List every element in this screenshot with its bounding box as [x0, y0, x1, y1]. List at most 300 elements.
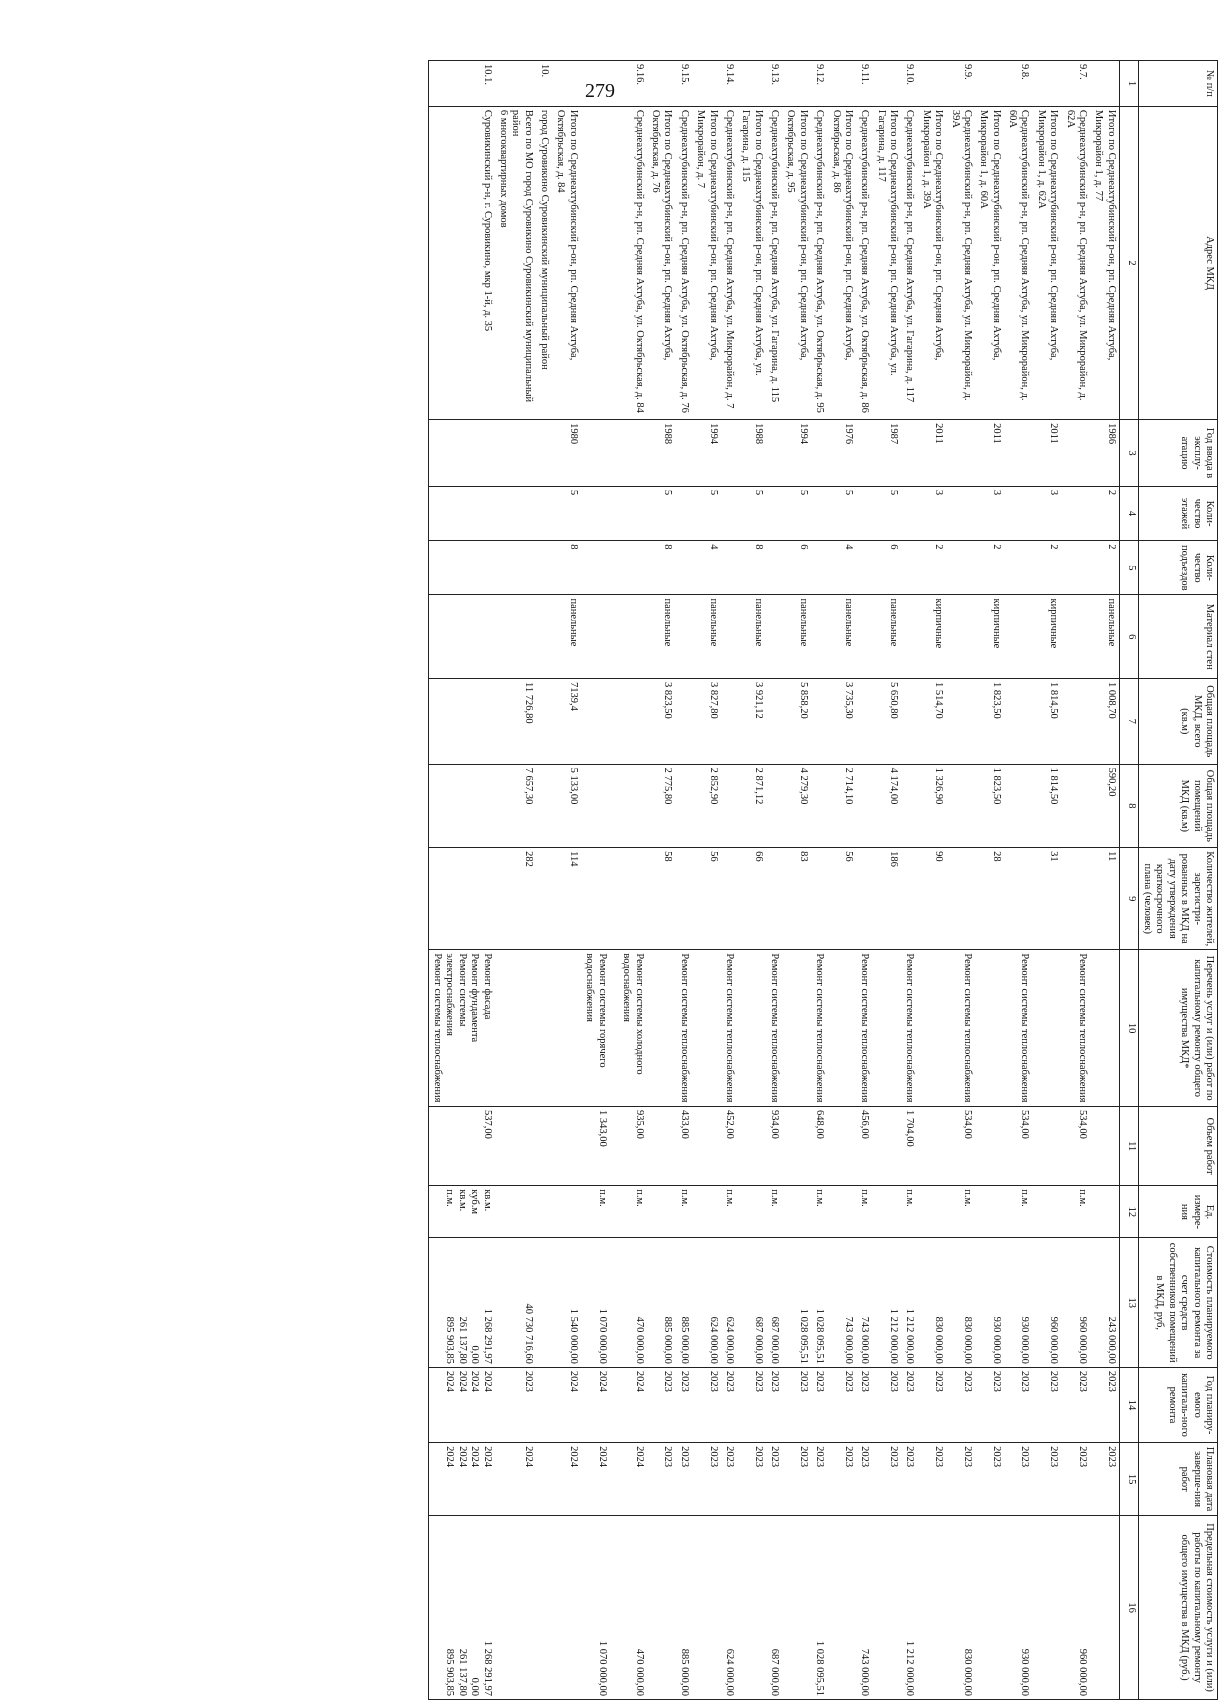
column-number: 15 — [1119, 1443, 1138, 1516]
column-header: Ед. измере-ния — [1138, 1186, 1217, 1238]
table-row — [827, 61, 856, 1700]
table-cell — [536, 486, 552, 540]
column-header: Материал стен — [1138, 595, 1217, 679]
table-row — [647, 61, 676, 1700]
table-cell: 2023 — [766, 1367, 782, 1442]
table-cell: 1 028 095,51 — [811, 1516, 827, 1700]
table-cell: 2023 — [676, 1367, 692, 1442]
table-cell — [428, 764, 494, 848]
table-cell: 743 000,00 — [856, 1238, 872, 1367]
table-cell: 648,00 — [811, 1106, 827, 1185]
table-cell: 2023 — [1004, 1443, 1033, 1516]
column-header: Стоимость планируемого капитального ремонта за счет средств собственников помещений в МКД, руб, — [1138, 1238, 1217, 1367]
table-cell — [827, 1106, 856, 1185]
table-cell: 1994 — [782, 420, 811, 487]
table-cell: Среднеахтубинский р-н, рп. Средняя Ахтуба, ул. Октябрьская, д. 76 — [676, 106, 692, 419]
table-cell: 4 — [827, 541, 856, 595]
table-cell — [676, 420, 692, 487]
table-cell: 1 008,70 — [1090, 678, 1119, 764]
table-cell: 2023 — [1090, 1443, 1119, 1516]
table-cell: 282 — [495, 848, 536, 950]
table-cell: 624 000,00 — [721, 1238, 737, 1367]
table-cell: 2 — [1090, 486, 1119, 540]
table-cell — [856, 764, 872, 848]
table-cell — [536, 1516, 552, 1700]
table-cell: 2023 — [872, 1367, 901, 1442]
table-cell: Ремонт системы теплоснабжения — [811, 950, 827, 1107]
table-cell — [872, 1106, 901, 1185]
table-cell: 3 827,80 — [692, 678, 721, 764]
column-number: 3 — [1119, 420, 1138, 487]
table-cell: кирпичные — [975, 595, 1004, 679]
table-cell: панельные — [647, 595, 676, 679]
table-cell — [676, 678, 692, 764]
table-cell: 2023 — [827, 1443, 856, 1516]
table-cell — [811, 486, 827, 540]
table-cell: 1 268 291,97 0,00 261 137,80 895 903,85 — [428, 1238, 494, 1367]
column-header: Количество жителей, зарегистри-рованных в МКД на дату утверждения краткосрочного плана (человек) — [1138, 848, 1217, 950]
column-number: 5 — [1119, 541, 1138, 595]
table-cell — [1004, 848, 1033, 950]
table-cell: Ремонт системы теплоснабжения — [901, 950, 917, 1107]
table-cell: 3 823,50 — [647, 678, 676, 764]
table-cell — [721, 420, 737, 487]
table-cell — [428, 420, 494, 487]
table-cell: 534,00 — [1004, 1106, 1033, 1185]
table-cell: 5 — [782, 486, 811, 540]
column-header: Общая площадь МКД, всего (кв.м) — [1138, 678, 1217, 764]
table-cell: 1 212 000,00 — [901, 1516, 917, 1700]
table-cell — [1004, 595, 1033, 679]
table-cell — [918, 61, 947, 107]
column-number: 8 — [1119, 764, 1138, 848]
table-cell — [536, 764, 552, 848]
table-cell — [647, 1106, 676, 1185]
table-cell: 687 000,00 — [737, 1238, 766, 1367]
table-cell: 4 — [692, 541, 721, 595]
table-cell: Суровикинский р-н, г. Суровикино, мкр 1-й, д. 35 — [428, 106, 494, 419]
table-cell: 2023 — [647, 1443, 676, 1516]
table-cell — [721, 848, 737, 950]
table-cell: 2024 2024 — [581, 1443, 647, 1516]
table-cell — [692, 1186, 721, 1238]
table-cell — [856, 595, 872, 679]
table-cell: 687 000,00 — [766, 1238, 782, 1367]
table-cell — [856, 486, 872, 540]
table-cell — [495, 486, 536, 540]
table-cell: 830 000,00 — [946, 1238, 975, 1367]
table-cell: Среднеахтубинский р-н, рп. Средняя Ахтуба, ул. Октябрьская, д. 86 — [856, 106, 872, 419]
table-cell: кирпичные — [1033, 595, 1062, 679]
table-cell — [766, 420, 782, 487]
table-cell — [737, 61, 766, 107]
table-cell — [536, 1367, 552, 1442]
table-cell — [552, 950, 581, 1107]
table-cell: Итого по Среднеахтубинский р-он, рп. Средняя Ахтуба, Микрорайон 1, д. 77 — [1090, 106, 1119, 419]
table-row — [581, 61, 647, 1700]
table-cell: 58 — [647, 848, 676, 950]
table-cell — [1090, 61, 1119, 107]
table-cell — [581, 486, 647, 540]
table-cell: Среднеахтубинский р-н, рп. Средняя Ахтуба, ул. Гагарина, д. 117 — [901, 106, 917, 419]
table-cell: Ремонт системы теплоснабжения — [946, 950, 975, 1107]
table-cell: 5 650,80 — [872, 678, 901, 764]
table-cell: Ремонт системы теплоснабжения — [721, 950, 737, 1107]
table-cell: п.м. — [1004, 1186, 1033, 1238]
table-cell — [811, 764, 827, 848]
table-row — [536, 61, 552, 1700]
table-cell — [428, 678, 494, 764]
column-number: 2 — [1119, 106, 1138, 419]
table-cell — [766, 541, 782, 595]
table-cell: 5 — [737, 486, 766, 540]
table-cell: 2 — [975, 541, 1004, 595]
table-cell: 1980 — [552, 420, 581, 487]
table-cell: 9.12. — [811, 61, 827, 107]
table-cell — [946, 764, 975, 848]
table-cell: 7 657,30 — [495, 764, 536, 848]
table-cell: 2023 — [782, 1443, 811, 1516]
table-row — [428, 61, 494, 1700]
table-cell: Среднеахтубинский р-н, рп. Средняя Ахтуба, ул. Октябрьская, д. 95 — [811, 106, 827, 419]
table-cell: 56 — [827, 848, 856, 950]
table-cell — [1033, 950, 1062, 1107]
table-cell: Итого по Среднеахтубинский р-он, рп. Средняя Ахтуба, Октябрьская, д. 76 — [647, 106, 676, 419]
column-number: 13 — [1119, 1238, 1138, 1367]
column-header: Адрес МКД — [1138, 106, 1217, 419]
table-cell — [872, 1516, 901, 1700]
column-number: 14 — [1119, 1367, 1138, 1442]
table-cell: 1 704,00 — [901, 1106, 917, 1185]
table-cell: панельные — [872, 595, 901, 679]
column-number: 11 — [1119, 1106, 1138, 1185]
table-cell — [552, 1186, 581, 1238]
table-cell — [495, 1186, 536, 1238]
column-header: Перечень услуг и (или) работ по капитальному ремонту общего имущества МКД* — [1138, 950, 1217, 1107]
column-header: № п/п — [1138, 61, 1217, 107]
table-cell: 2023 — [901, 1443, 917, 1516]
table-cell: 5 — [552, 486, 581, 540]
table-cell: Итого по Среднеахтубинский р-он, рп. Средняя Ахтуба, Октябрьская, д. 95 — [782, 106, 811, 419]
table-cell — [721, 764, 737, 848]
table-cell: Всего по МО город Суровикино Суровикинский муниципальный район 6 многоквартирных домов — [495, 106, 536, 419]
table-cell — [975, 1186, 1004, 1238]
table-cell — [737, 1106, 766, 1185]
column-header: Предельная стоимость услуги и (или) работы по капитальному ремонту общего имущества в МКД (руб.) — [1138, 1516, 1217, 1700]
table-cell: 743 000,00 — [827, 1238, 856, 1367]
table-cell: панельные — [692, 595, 721, 679]
table-cell: 624 000,00 — [692, 1238, 721, 1367]
table-cell: 1 540 000,00 — [552, 1238, 581, 1367]
table-cell: 66 — [737, 848, 766, 950]
table-cell: 2023 — [692, 1367, 721, 1442]
table-cell: 2 775,80 — [647, 764, 676, 848]
table-cell: Итого по Среднеахтубинский р-он, рп. Средняя Ахтуба, Микрорайон 1, д. 60А — [975, 106, 1004, 419]
table-cell: 90 — [918, 848, 947, 950]
table-cell — [1090, 1106, 1119, 1185]
table-cell: 2024 — [495, 1443, 536, 1516]
table-cell: 1 814,50 — [1033, 678, 1062, 764]
table-cell: Среднеахтубинский р-н, рп. Средняя Ахтуба, ул. Микрорайон, д. 62А — [1061, 106, 1090, 419]
table-cell: Итого по Среднеахтубинский р-он, рп. Средняя Ахтуба, Октябрьская, д. 86 — [827, 106, 856, 419]
table-cell: п.м. — [721, 1186, 737, 1238]
table-cell — [872, 61, 901, 107]
table-cell: Итого по Среднеахтубинский р-он, рп. Средняя Ахтуба, ул. Гагарина, д. 115 — [737, 106, 766, 419]
table-cell — [1004, 764, 1033, 848]
table-cell: 930 000,00 — [1004, 1516, 1033, 1700]
table-cell — [975, 1516, 1004, 1700]
column-number: 6 — [1119, 595, 1138, 679]
table-cell: 1 028 095,51 — [782, 1238, 811, 1367]
table-row — [975, 61, 1004, 1700]
table-row — [946, 61, 975, 1700]
table-cell: 5 133,00 — [552, 764, 581, 848]
table-cell: 885 000,00 — [676, 1516, 692, 1700]
table-cell — [1090, 1186, 1119, 1238]
table-cell — [782, 61, 811, 107]
table-cell — [536, 950, 552, 1107]
table-cell: 624 000,00 — [721, 1516, 737, 1700]
table-cell: 456,00 — [856, 1106, 872, 1185]
table-cell: 2011 — [975, 420, 1004, 487]
table-cell: 2023 — [737, 1443, 766, 1516]
column-header: Коли-чество этажей — [1138, 486, 1217, 540]
table-cell: панельные — [737, 595, 766, 679]
column-header: Коли-чество подъездов — [1138, 541, 1217, 595]
table-cell — [827, 1516, 856, 1700]
table-cell: 3 — [1033, 486, 1062, 540]
table-cell: 56 — [692, 848, 721, 950]
table-cell: Итого по Среднеахтубинский р-он, рп. Средняя Ахтуба, Микрорайон, д. 7 — [692, 106, 721, 419]
table-cell: 2 — [1090, 541, 1119, 595]
table-cell: 534,00 — [946, 1106, 975, 1185]
table-cell: 537,00 — [428, 1106, 494, 1185]
table-cell — [581, 764, 647, 848]
table-cell: 2023 — [811, 1443, 827, 1516]
table-cell — [647, 1516, 676, 1700]
table-cell: 243 000,00 — [1090, 1238, 1119, 1367]
table-cell: Среднеахтубинский р-н, рп. Средняя Ахтуба, ул. Микрорайон, д. 60А — [1004, 106, 1033, 419]
table-cell — [495, 595, 536, 679]
table-cell — [737, 1186, 766, 1238]
table-cell: 5 — [692, 486, 721, 540]
table-cell: 11 — [1090, 848, 1119, 950]
table-row — [552, 61, 581, 1700]
table-cell — [428, 541, 494, 595]
table-cell — [946, 595, 975, 679]
table-cell: 40 730 716,60 — [495, 1238, 536, 1367]
table-cell — [811, 541, 827, 595]
table-cell: панельные — [552, 595, 581, 679]
table-cell: 2023 — [918, 1367, 947, 1442]
table-cell: п.м. — [1061, 1186, 1090, 1238]
table-cell: 2023 — [1090, 1367, 1119, 1442]
table-cell — [495, 420, 536, 487]
table-cell: Ремонт системы теплоснабжения — [1061, 950, 1090, 1107]
table-cell: 1 814,50 — [1033, 764, 1062, 848]
table-cell: город Суровикино Суровикинский муниципальный район — [536, 106, 552, 419]
table-cell: 2 852,90 — [692, 764, 721, 848]
table-cell: 4 279,30 — [782, 764, 811, 848]
table-cell: 9.11. — [856, 61, 872, 107]
header-row — [1138, 61, 1217, 1700]
table-row — [901, 61, 917, 1700]
column-number: 12 — [1119, 1186, 1138, 1238]
table-cell: 83 — [782, 848, 811, 950]
table-row — [737, 61, 766, 1700]
table-cell: 830 000,00 — [946, 1516, 975, 1700]
table-cell: 2 — [1033, 541, 1062, 595]
table-cell — [975, 950, 1004, 1107]
table-cell — [901, 595, 917, 679]
table-cell: 470 000,00 1 070 000,00 — [581, 1516, 647, 1700]
table-cell: панельные — [827, 595, 856, 679]
column-header: Общая площадь помещений МКД (кв.м) — [1138, 764, 1217, 848]
table-cell: 9.16. — [581, 61, 647, 107]
column-header: Год ввода в эксплу-атацию — [1138, 420, 1217, 487]
table-cell: кв.м. куб.м кв.м. п.м. — [428, 1186, 494, 1238]
table-cell: п.м. п.м. — [581, 1186, 647, 1238]
table-cell: Ремонт фасада Ремонт фундамента Ремонт системы электроснабжения Ремонт системы теплоснабжения — [428, 950, 494, 1107]
table-cell: 3 — [975, 486, 1004, 540]
table-cell: 1994 — [692, 420, 721, 487]
table-cell: 960 000,00 — [1033, 1238, 1062, 1367]
table-cell — [1061, 764, 1090, 848]
table-cell — [782, 1106, 811, 1185]
table-cell: 28 — [975, 848, 1004, 950]
table-cell — [901, 541, 917, 595]
table-cell: 2023 — [1033, 1367, 1062, 1442]
table-cell — [975, 1106, 1004, 1185]
table-cell: 2023 — [692, 1443, 721, 1516]
table-cell — [1004, 486, 1033, 540]
table-cell: 2023 — [495, 1367, 536, 1442]
table-cell — [1033, 61, 1062, 107]
table-cell — [1061, 595, 1090, 679]
table-cell: 9.14. — [721, 61, 737, 107]
column-number: 9 — [1119, 848, 1138, 950]
table-cell — [1090, 1516, 1119, 1700]
table-cell — [581, 678, 647, 764]
table-cell — [827, 1186, 856, 1238]
table-cell — [1090, 950, 1119, 1107]
table-cell — [1061, 541, 1090, 595]
table-cell: 6 — [872, 541, 901, 595]
table-cell: 5 — [647, 486, 676, 540]
table-cell: 9.9. — [946, 61, 975, 107]
table-cell: 2023 — [811, 1367, 827, 1442]
table-cell — [827, 61, 856, 107]
table-cell — [856, 541, 872, 595]
table-cell — [1004, 420, 1033, 487]
table-cell — [692, 1516, 721, 1700]
table-cell — [676, 541, 692, 595]
table-cell: 2023 — [946, 1443, 975, 1516]
table-cell: 2023 — [721, 1367, 737, 1442]
table-cell: 2023 — [1061, 1443, 1090, 1516]
table-cell: Среднеахтубинский р-н, рп. Средняя Ахтуба, ул. Микрорайон, д. 7 — [721, 106, 737, 419]
table-row — [766, 61, 782, 1700]
table-cell — [766, 486, 782, 540]
table-cell — [827, 950, 856, 1107]
table-cell: 9.10. — [901, 61, 917, 107]
table-cell — [692, 1106, 721, 1185]
table-cell: 9.15. — [676, 61, 692, 107]
table-cell — [782, 1186, 811, 1238]
table-cell — [536, 1186, 552, 1238]
table-cell — [647, 950, 676, 1107]
table-cell — [581, 420, 647, 487]
table-cell — [1004, 678, 1033, 764]
table-cell — [856, 678, 872, 764]
table-cell: 2023 — [918, 1443, 947, 1516]
table-cell — [946, 678, 975, 764]
table-cell — [737, 950, 766, 1107]
column-number: 7 — [1119, 678, 1138, 764]
table-row — [856, 61, 872, 1700]
table-cell: 2023 — [647, 1367, 676, 1442]
table-cell — [1061, 848, 1090, 950]
table-cell — [901, 848, 917, 950]
table-cell: 2 714,10 — [827, 764, 856, 848]
table-cell: 7139,4 — [552, 678, 581, 764]
table-cell — [721, 595, 737, 679]
table-cell — [811, 595, 827, 679]
table-cell: 470 000,00 1 070 000,00 — [581, 1238, 647, 1367]
table-cell — [721, 678, 737, 764]
table-cell: 31 — [1033, 848, 1062, 950]
table-cell — [1061, 486, 1090, 540]
table-cell: 934,00 — [766, 1106, 782, 1185]
table-cell: Среднеахтубинский р-н, рп. Средняя Ахтуба, ул. Гагарина, д. 115 — [766, 106, 782, 419]
table-cell: 534,00 — [1061, 1106, 1090, 1185]
table-cell — [946, 848, 975, 950]
table-cell: 9.8. — [1004, 61, 1033, 107]
table-row — [782, 61, 811, 1700]
table-cell: 114 — [552, 848, 581, 950]
table-cell: 2023 — [676, 1443, 692, 1516]
table-cell — [918, 1186, 947, 1238]
table-cell: 10. — [536, 61, 552, 107]
table-cell: Итого по Среднеахтубинский р-он, рп. Средняя Ахтуба, Октябрьская, д. 84 — [552, 106, 581, 419]
rotated-page — [88, 60, 1218, 1700]
table-cell: п.м. — [856, 1186, 872, 1238]
table-cell: 2023 — [856, 1443, 872, 1516]
table-cell: 2024 2024 2024 2024 — [428, 1367, 494, 1442]
table-cell: 5 — [827, 486, 856, 540]
table-cell: 3 921,12 — [737, 678, 766, 764]
table-cell — [692, 61, 721, 107]
table-cell: 2023 — [721, 1443, 737, 1516]
table-cell — [676, 595, 692, 679]
table-cell: 930 000,00 — [1004, 1238, 1033, 1367]
table-cell: 1988 — [737, 420, 766, 487]
table-cell: Ремонт системы теплоснабжения — [676, 950, 692, 1107]
column-header: Объем работ — [1138, 1106, 1217, 1185]
table-row — [1004, 61, 1033, 1700]
table-cell: 2023 — [901, 1367, 917, 1442]
table-cell: 2 — [918, 541, 947, 595]
table-cell: 8 — [737, 541, 766, 595]
table-row — [811, 61, 827, 1700]
table-cell: Среднеахтубинский р-н, рп. Средняя Ахтуба, ул. Микрорайон, д. 39А — [946, 106, 975, 419]
table-cell: 1 823,50 — [975, 678, 1004, 764]
table-cell: 3 — [918, 486, 947, 540]
table-cell: кирпичные — [918, 595, 947, 679]
table-row — [495, 61, 536, 1700]
table-cell: 5 858,20 — [782, 678, 811, 764]
table-cell — [536, 1238, 552, 1367]
